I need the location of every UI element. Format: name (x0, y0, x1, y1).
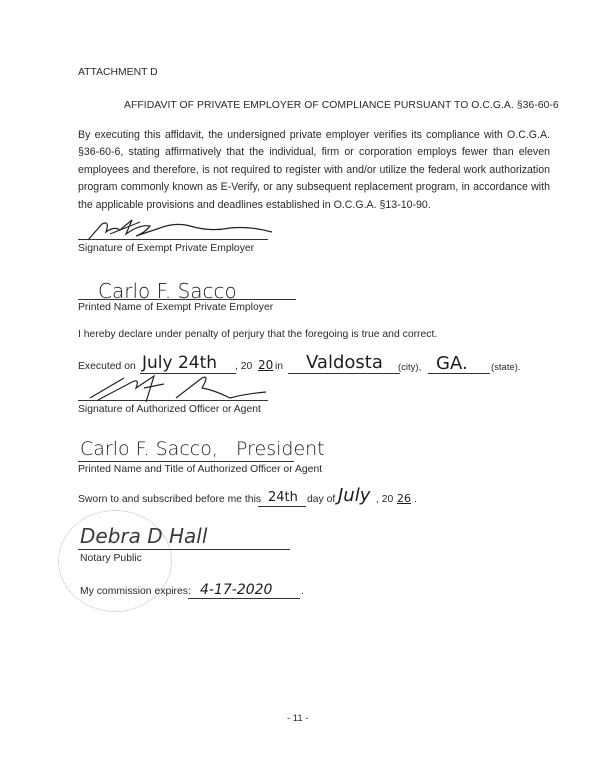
executed-date-value: July 24th (142, 353, 218, 373)
body-paragraph: By executing this affidavit, the undersigned private employer verifies its compliance with O.C.G.A. §36-60-6, stating affirmatively that the individual, firm or corporation employs fewer than eleven employees and therefore, is not required to register with and/or utilize the federal work authorization program commonly known as E-Verify, or any subsequent replacement program, in accordance with the applicable provisions and deadlines established in O.C.G.A. §13-10-90. (78, 129, 550, 211)
executed-state-label: (state). (491, 362, 521, 373)
sworn-day-value: 24th (268, 490, 298, 505)
executed-city-line (288, 373, 400, 374)
sworn-day-line (258, 506, 306, 507)
sworn-prefix: Sworn to and subscribed before me this (78, 494, 262, 505)
notary-signature-line (78, 549, 290, 550)
document-title: AFFIDAVIT OF PRIVATE EMPLOYER OF COMPLIANCE PURSUANT TO O.C.G.A. §36-60-6 (124, 100, 559, 111)
page-number: - 11 - (287, 713, 309, 724)
officer-printed-name-label: Printed Name and Title of Authorized Officer or Agent (78, 464, 323, 475)
sworn-end: . (414, 494, 417, 505)
officer-signature-line (78, 400, 268, 401)
sworn-month-value: July (338, 485, 371, 506)
officer-printed-name-value: Carlo F. Sacco, President (80, 438, 325, 460)
employer-printed-name-value: Carlo F. Sacco (98, 279, 237, 303)
employer-signature-label: Signature of Exempt Private Employer (78, 243, 255, 254)
notary-signature-value: Debra D Hall (80, 524, 208, 548)
commission-end: . (301, 586, 304, 597)
executed-prefix: Executed on (78, 361, 136, 372)
executed-year-value: 20 (258, 358, 274, 372)
employer-printed-name-line (78, 299, 296, 300)
sworn-year-value: 26 (397, 492, 411, 505)
commission-date-line (188, 598, 300, 599)
employer-printed-name-label: Printed Name of Exempt Private Employer (78, 302, 274, 313)
officer-printed-name-line (78, 461, 294, 462)
declaration-text: I hereby declare under penalty of perjury that the foregoing is true and correct. (78, 329, 438, 340)
employer-signature-line (78, 239, 268, 240)
attachment-label: ATTACHMENT D (78, 67, 158, 78)
executed-city-label: (city), (398, 362, 422, 373)
commission-date-value: 4-17-2020 (200, 582, 273, 598)
sworn-year-prefix: , 20 (376, 494, 394, 505)
officer-signature-label: Signature of Authorized Officer or Agent (78, 404, 261, 415)
executed-state-value: GA. (436, 353, 468, 374)
commission-label: My commission expires: (80, 586, 191, 597)
executed-city-value: Valdosta (306, 352, 383, 373)
sworn-day-of-label: day of (307, 494, 336, 505)
notary-public-label: Notary Public (80, 553, 142, 564)
executed-in-label: in (275, 361, 284, 372)
executed-year-prefix: , 20 (235, 361, 253, 372)
